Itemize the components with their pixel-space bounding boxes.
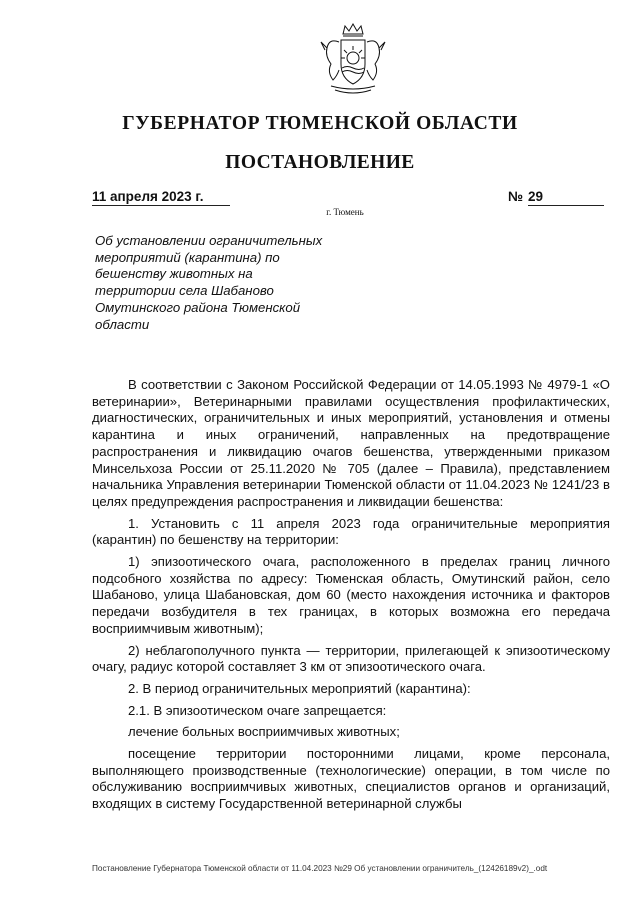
subject-line: мероприятий (карантина) по — [95, 249, 280, 265]
document-footer: Постановление Губернатора Тюменской области от 11.04.2023 №29 Об установлении ограничитель_(12426189v2)_.odt — [92, 864, 548, 873]
subject-line: области — [95, 316, 150, 332]
document-number-label: № — [508, 189, 524, 204]
subject-line: территории села Шабаново — [95, 283, 274, 299]
subject-line: бешенству животных на — [95, 266, 253, 282]
governor-title: ГУБЕРНАТОР ТЮМЕНСКОЙ ОБЛАСТИ — [122, 113, 518, 134]
paragraph-item-1: 1. Установить с 11 апреля 2023 года ограничительные мероприятия (карантин) по бешенству на территории: — [92, 515, 610, 548]
document-type: ПОСТАНОВЛЕНИЕ — [225, 152, 415, 173]
paragraph-item-1-2: 2) неблагополучного пункта — территории, прилегающей к эпизоотическому очагу, радиус которой составляет 3 км от эпизоотического очага. — [92, 642, 610, 675]
paragraph-item-1-1: 1) эпизоотического очага, расположенного в пределах границ личного подсобного хозяйства по адресу: Тюменская область, Омутинский район, село Шабаново, улица Шабановская, дом 60 (место нахождения источника и факторов передачи возбудителя в тех границах, в которых возможна его передача восприимчивым животным); — [92, 554, 610, 636]
paragraph-prohibition-1: лечение больных восприимчивых животных; — [128, 724, 400, 740]
subject-line: Об установлении ограничительных — [95, 233, 323, 248]
paragraph-item-2-1: 2.1. В эпизоотическом очаге запрещается: — [128, 702, 387, 718]
paragraph-preamble: В соответствии с Законом Российской Федерации от 14.05.1993 № 4979-1 «О ветеринарии», Ветеринарными правилами осуществления профилактических, диагностических, ограничительных и иных мероприятий, установления и отмены карантина и иных ограничений, направленных на предотвращение распространения и ликвидацию очагов бешенства, утвержденными приказом Минсельхоза России от 25.11.2020 № 705 (далее – Правила), представлением начальника Управления ветеринарии Тюменской области от 11.04.2023 № 1241/23 в целях предупреждения распространения и ликвидации бешенства: — [92, 377, 610, 509]
subject-line: Омутинского района Тюменской — [95, 299, 301, 315]
document-body — [92, 377, 610, 813]
coat-of-arms-icon — [311, 20, 395, 104]
document-number: 29 — [528, 189, 604, 206]
document-city: г. Тюмень — [326, 207, 364, 217]
document-subject — [95, 233, 345, 333]
paragraph-item-2: 2. В период ограничительных мероприятий (карантина): — [128, 680, 471, 696]
document-date: 11 апреля 2023 г. — [92, 189, 230, 206]
paragraph-prohibition-2: посещение территории посторонними лицами, кроме персонала, выполняющего производственные (технологические) операции, в том числе по обслуживанию восприимчивых животных, специалистов органов и организаций, входящих в систему Государственной ветеринарной службы — [92, 746, 610, 812]
